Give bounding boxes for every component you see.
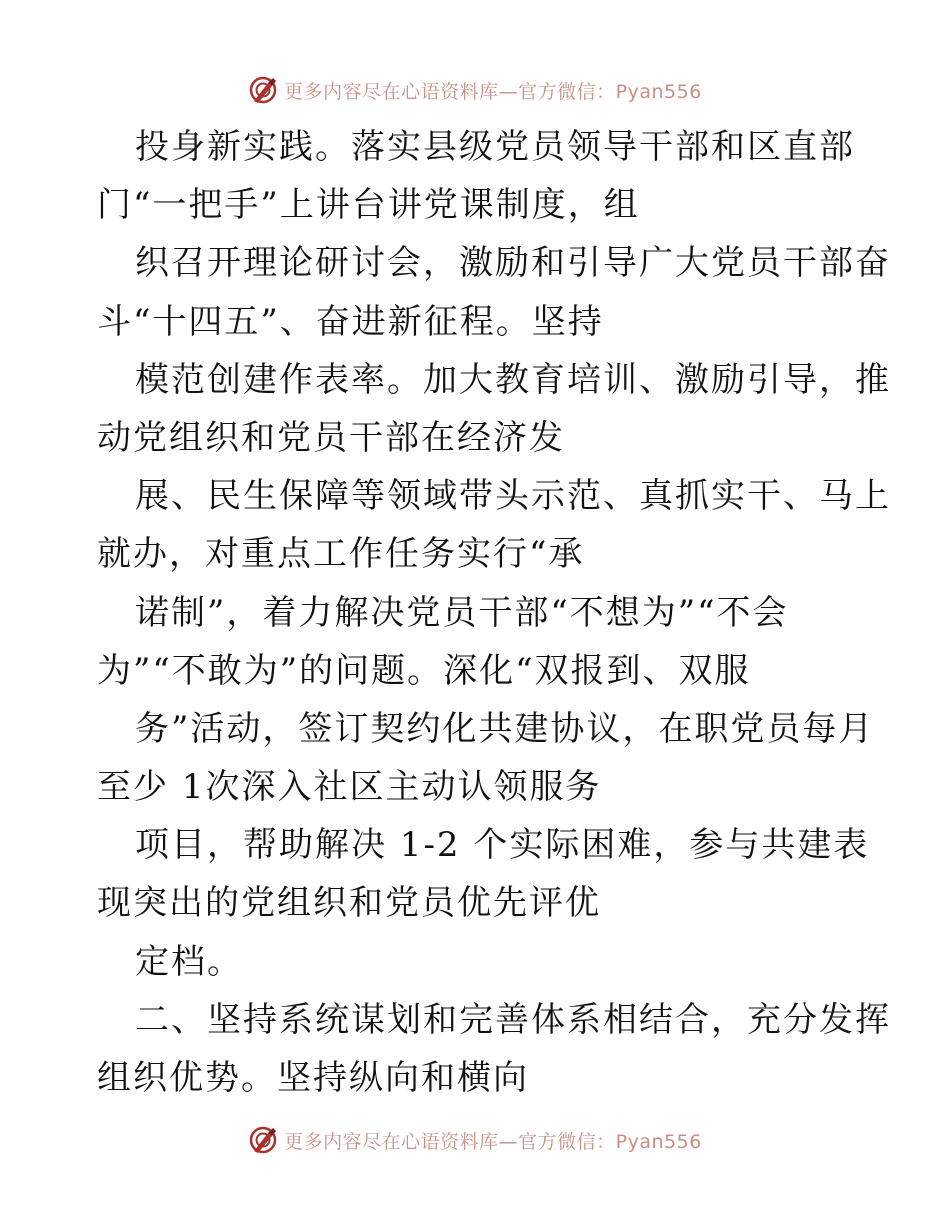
paragraph-line: 模范创建作表率。加大教育培训、激励引导，推	[135, 359, 891, 400]
paragraph-line: 现突出的党组织和党员优先评优	[97, 883, 601, 924]
document-body	[97, 118, 891, 1107]
paragraph-line: 组织优势。坚持纵向和横向	[97, 1058, 529, 1098]
paragraph-line: 项目，帮助解决 1-2 个实际困难，参与共建表	[135, 825, 870, 866]
watermark-text: 更多内容尽在心语资料库—官方微信：Pyan556	[284, 1130, 702, 1153]
paragraph-line: 就办，对重点工作任务实行“承	[97, 534, 585, 575]
pen-logo-icon	[248, 75, 278, 105]
watermark-text: 更多内容尽在心语资料库—官方微信：Pyan556	[284, 80, 702, 103]
paragraph-line: 门“一把手”上讲台讲党课制度，组	[97, 185, 640, 226]
paragraph-line: 展、民生保障等领域带头示范、真抓实干、马上	[135, 476, 891, 517]
footer-watermark	[0, 1120, 950, 1160]
paragraph-line: 至少 1次深入社区主动认领服务	[97, 767, 602, 808]
paragraph-line: 投身新实践。落实县级党员领导干部和区直部	[135, 127, 855, 167]
paragraph-line: 诺制”，着力解决党员干部“不想为”“不会	[135, 592, 789, 633]
paragraph-line: 织召开理论研讨会，激励和引导广大党员干部奋	[135, 243, 891, 284]
paragraph-line: 务”活动，签订契约化共建协议，在职党员每月	[135, 708, 875, 749]
header-watermark	[0, 70, 950, 110]
paragraph-line: 动党组织和党员干部在经济发	[97, 417, 565, 458]
paragraph-line: 斗“十四五”、奋进新征程。坚持	[97, 301, 604, 342]
paragraph-line: 为”“不敢为”的问题。深化“双报到、双服	[97, 650, 751, 691]
paragraph-line: 二、坚持系统谋划和完善体系相结合，充分发挥	[135, 999, 891, 1040]
paragraph-line: 定档。	[135, 941, 243, 982]
pen-logo-icon	[248, 1125, 278, 1155]
